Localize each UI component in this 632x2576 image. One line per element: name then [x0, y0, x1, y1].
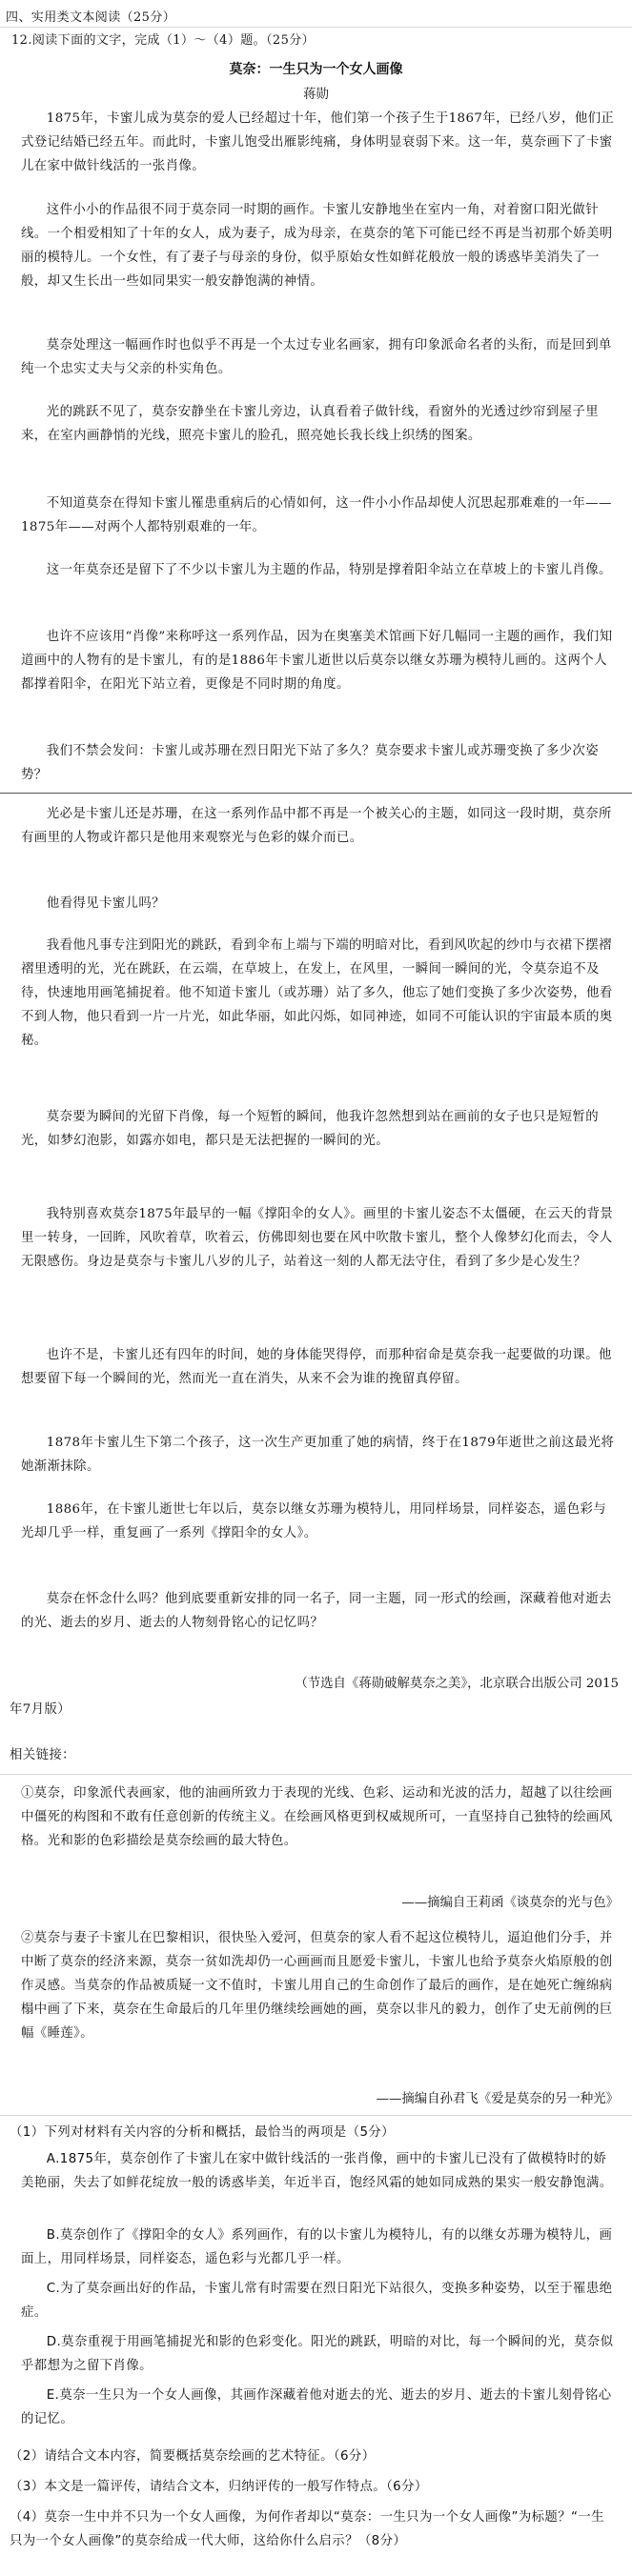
paragraph-1: 1875年，卡蜜儿成为莫奈的爱人已经超过十年，他们第一个孩子生于1867年，已经八岁，他们正式登记结婚已经五年。而此时，卡蜜儿饱受出雁影纯痛，身体明显衰弱下来。这一年，莫奈画下了卡蜜儿在家中做针线活的一张肖像。: [21, 111, 615, 173]
paragraph-9: 光必是卡蜜儿还是苏珊，在这一系列作品中都不再是一个被关心的主题，如同这一段时期，莫奈所有画里的人物或许都只是他用来观察光与色彩的媒介而已。: [21, 807, 612, 845]
heading-rule: [0, 27, 632, 28]
links-rule: [0, 1774, 632, 1775]
article-author: 蒋勋: [303, 88, 329, 102]
source-note: （节选自《蒋勋破解莫奈之美》，北京联合出版公司 2015: [295, 1677, 619, 1691]
link-1-source: ——摘编自王莉函《谈莫奈的光与色》: [401, 1896, 619, 1910]
question-2: （2）请结合文本内容，简要概括莫奈绘画的艺术特征。（6分）: [10, 2449, 376, 2464]
paragraph-17: 莫奈在怀念什么吗？他到底要重新安排的同一名子，同一主题，同一形式的绘画，深藏着他对逝去的光、逝去的岁月、逝去的人物刻骨铭心的记忆吗？: [21, 1592, 612, 1630]
link-2-source: ——摘编自孙君飞《爱是莫奈的另一种光》: [376, 2092, 619, 2106]
q1-option-b: B.莫奈创作了《撑阳伞的女人》系列画作，有的以卡蜜儿为模特儿，有的以继女苏珊为模特儿，画面上，用同样场景，同样姿态，遥色彩与光都几乎一样。: [21, 2228, 613, 2266]
section-heading: 四、实用类文本阅读（25分）: [6, 10, 176, 25]
paragraph-16: 1886年，在卡蜜儿逝世七年以后，莫奈以继女苏珊为模特儿，用同样场景，同样姿态，遥色彩与光却几乎一样，重复画了一系列《撑阳伞的女人》。: [21, 1502, 607, 1540]
paragraph-5: 不知道莫奈在得知卡蜜儿罹患重病后的心情如何，这一件小小作品却使人沉思起那难难的一年——1875年——对两个人都特别艰难的一年。: [21, 496, 612, 534]
q1-option-a: A.1875年，莫奈创作了卡蜜儿在家中做针线活的一张肖像，画中的卡蜜儿已没有了做模特时的娇美艳丽，失去了如鲜花绽放一般的诱惑毕美，年近半百，饱经风霜的她如同成熟的果实一般安静饱满。: [21, 2152, 613, 2190]
question-1: （1）下列对材料有关内容的分析和概括，最恰当的两项是（5分）: [10, 2125, 395, 2140]
paragraph-10: 他看得见卡蜜儿吗？: [46, 896, 165, 911]
paragraph-8: 我们不禁会发问：卡蜜儿或苏珊在烈日阳光下站了多久？莫奈要求卡蜜儿或苏珊变换了多少次姿势？: [21, 744, 599, 782]
page-break-line: [0, 793, 632, 794]
paragraph-7: 也许不应该用“肖像”来称呼这一系列作品，因为在奥塞美术馆画下好几幅同一主题的画作，我们知道画中的人物有的是卡蜜儿，有的是1886年卡蜜儿逝世以后莫奈以继女苏珊为模特儿画的。这两个人都撑着阳伞，在阳光下站立着，更像是不同时期的角度。: [21, 630, 613, 692]
q1-option-c: C.为了莫奈画出好的作品，卡蜜儿常有时需要在烈日阳光下站很久，变换多种姿势，以至于罹患绝症。: [21, 2282, 613, 2320]
question-3: （3）本文是一篇评传，请结合文本，归纳评传的一般写作特点。（6分）: [10, 2480, 428, 2494]
article-title: 莫奈：一生只为一个女人画像: [229, 62, 403, 77]
paragraph-6: 这一年莫奈还是留下了不少以卡蜜儿为主题的作品，特别是撑着阳伞站立在草坡上的卡蜜儿肖像。: [46, 563, 612, 577]
paragraph-13: 我特别喜欢莫奈1875年最早的一幅《撑阳伞的女人》。画里的卡蜜儿姿态不太僵硬，在云天的背景里一转身，一回眸，风吹着草，吹着云，仿佛即刻也要在风中吹散卡蜜儿，整个人像梦幻化而去，令人无限感伤。身边是莫奈与卡蜜儿八岁的儿子，站着这一刻的人都无法守住，看到了多少是心发生？: [21, 1207, 614, 1269]
paragraph-2: 这件小小的作品很不同于莫奈同一时期的画作。卡蜜儿安静地坐在室内一角，对着窗口阳光做针线。一个相爱相知了十年的女人，成为妻子，成为母亲，在莫奈的笔下可能已经不再是当初那个娇美明丽的模特儿。一个女性，有了妻子与母亲的身份，似乎原始女性如鲜花般放一般的诱惑毕美消失了一般，却又生长出一些如同果实一般安静饱满的神情。: [21, 203, 613, 289]
paragraph-3: 莫奈处理这一幅画作时也似乎不再是一个太过专业名画家，拥有印象派命名者的头衔，而是回到单纯一个忠实丈夫与父亲的朴实角色。: [21, 338, 612, 376]
q1-option-e: E.莫奈一生只为一个女人画像，其画作深藏着他对逝去的光、逝去的岁月、逝去的卡蜜儿刻骨铭心的记忆。: [21, 2388, 612, 2426]
link-1-text: ①莫奈，印象派代表画家，他的油画所致力于表现的光线、色彩、运动和光波的活力，超越了以往绘画中僵死的构图和不敢有任意创新的传统主义。在绘画风格更到权威规所可，一直坚持自己独特的绘画风格。光和影的色彩描绘是莫奈绘画的最大特色。: [21, 1786, 613, 1848]
source-note-continued: 年7月版）: [10, 1702, 71, 1717]
paragraph-11: 我看他凡事专注到阳光的跳跃，看到伞布上端与下端的明暗对比，看到风吹起的纱巾与衣裙下摆褶褶里透明的光，光在跳跃，在云端，在草坡上，在发上，在风里，一瞬间一瞬间的光，令莫奈追不及待，快速地用画笔捕捉着。他不知道卡蜜儿（或苏珊）站了多久，他忘了她们变换了多少次姿势，他看不到人物，他只看到一片一片光，如此华丽，如此闪烁，如同神迹，如同不可能认识的宇宙最本质的奥秘。: [21, 938, 613, 1048]
q1-option-d: D.莫奈重视于用画笔捕捉光和影的色彩变化。阳光的跳跃，明暗的对比，每一个瞬间的光，莫奈似乎都想为之留下肖像。: [21, 2335, 614, 2373]
question-4: （4）莫奈一生中并不只为一个女人画像，为何作者却以“莫奈：一生只为一个女人画像”为标题？“一生只为一个女人画像”的莫奈给成一代大师，这给你什么启示？（8分）: [10, 2510, 604, 2548]
question-intro: 12.阅读下面的文字，完成（1）～（4）题。（25分）: [11, 33, 316, 48]
links-heading: 相关链接：: [10, 1748, 75, 1762]
questions-rule: [0, 2115, 632, 2116]
paragraph-14: 也许不是，卡蜜儿还有四年的时间，她的身体能哭得停，而那种宿命是莫奈我一起要做的功课。他想要留下每一个瞬间的光，然而光一直在消失，从来不会为谁的挽留真停留。: [21, 1348, 612, 1386]
paragraph-4: 光的跳跃不见了，莫奈安静坐在卡蜜儿旁边，认真看着子做针线，看窗外的光透过纱帘到屋子里来，在室内画静悄的光线，照亮卡蜜儿的脸孔，照亮她长我长线上织绣的图案。: [21, 405, 599, 443]
paragraph-15: 1878年卡蜜儿生下第二个孩子，这一次生产更加重了她的病情，终于在1879年逝世之前这最光将她渐渐抹除。: [21, 1436, 615, 1474]
link-2-text: ②莫奈与妻子卡蜜儿在巴黎相识，很快坠入爱河，但莫奈的家人看不起这位模特儿，逼迫他们分手，并中断了莫奈的经济来源，莫奈一贫如洗却仍一心画画而且愿爱卡蜜儿，卡蜜儿也给予莫奈火焰原般的创作灵感。当莫奈的作品被质疑一文不值时，卡蜜儿用自己的生命创作了最后的画作，是在她死亡缠绵病榻中画了下来，莫奈在生命最后的几年里仍继续绘画她的画，莫奈以非凡的毅力，创作了史无前例的巨幅《睡莲》。: [21, 1931, 613, 2041]
paragraph-12: 莫奈要为瞬间的光留下肖像，每一个短暂的瞬间，他我许忽然想到站在画前的女子也只是短暂的光，如梦幻泡影，如露亦如电，都只是无法把握的一瞬间的光。: [21, 1110, 599, 1148]
